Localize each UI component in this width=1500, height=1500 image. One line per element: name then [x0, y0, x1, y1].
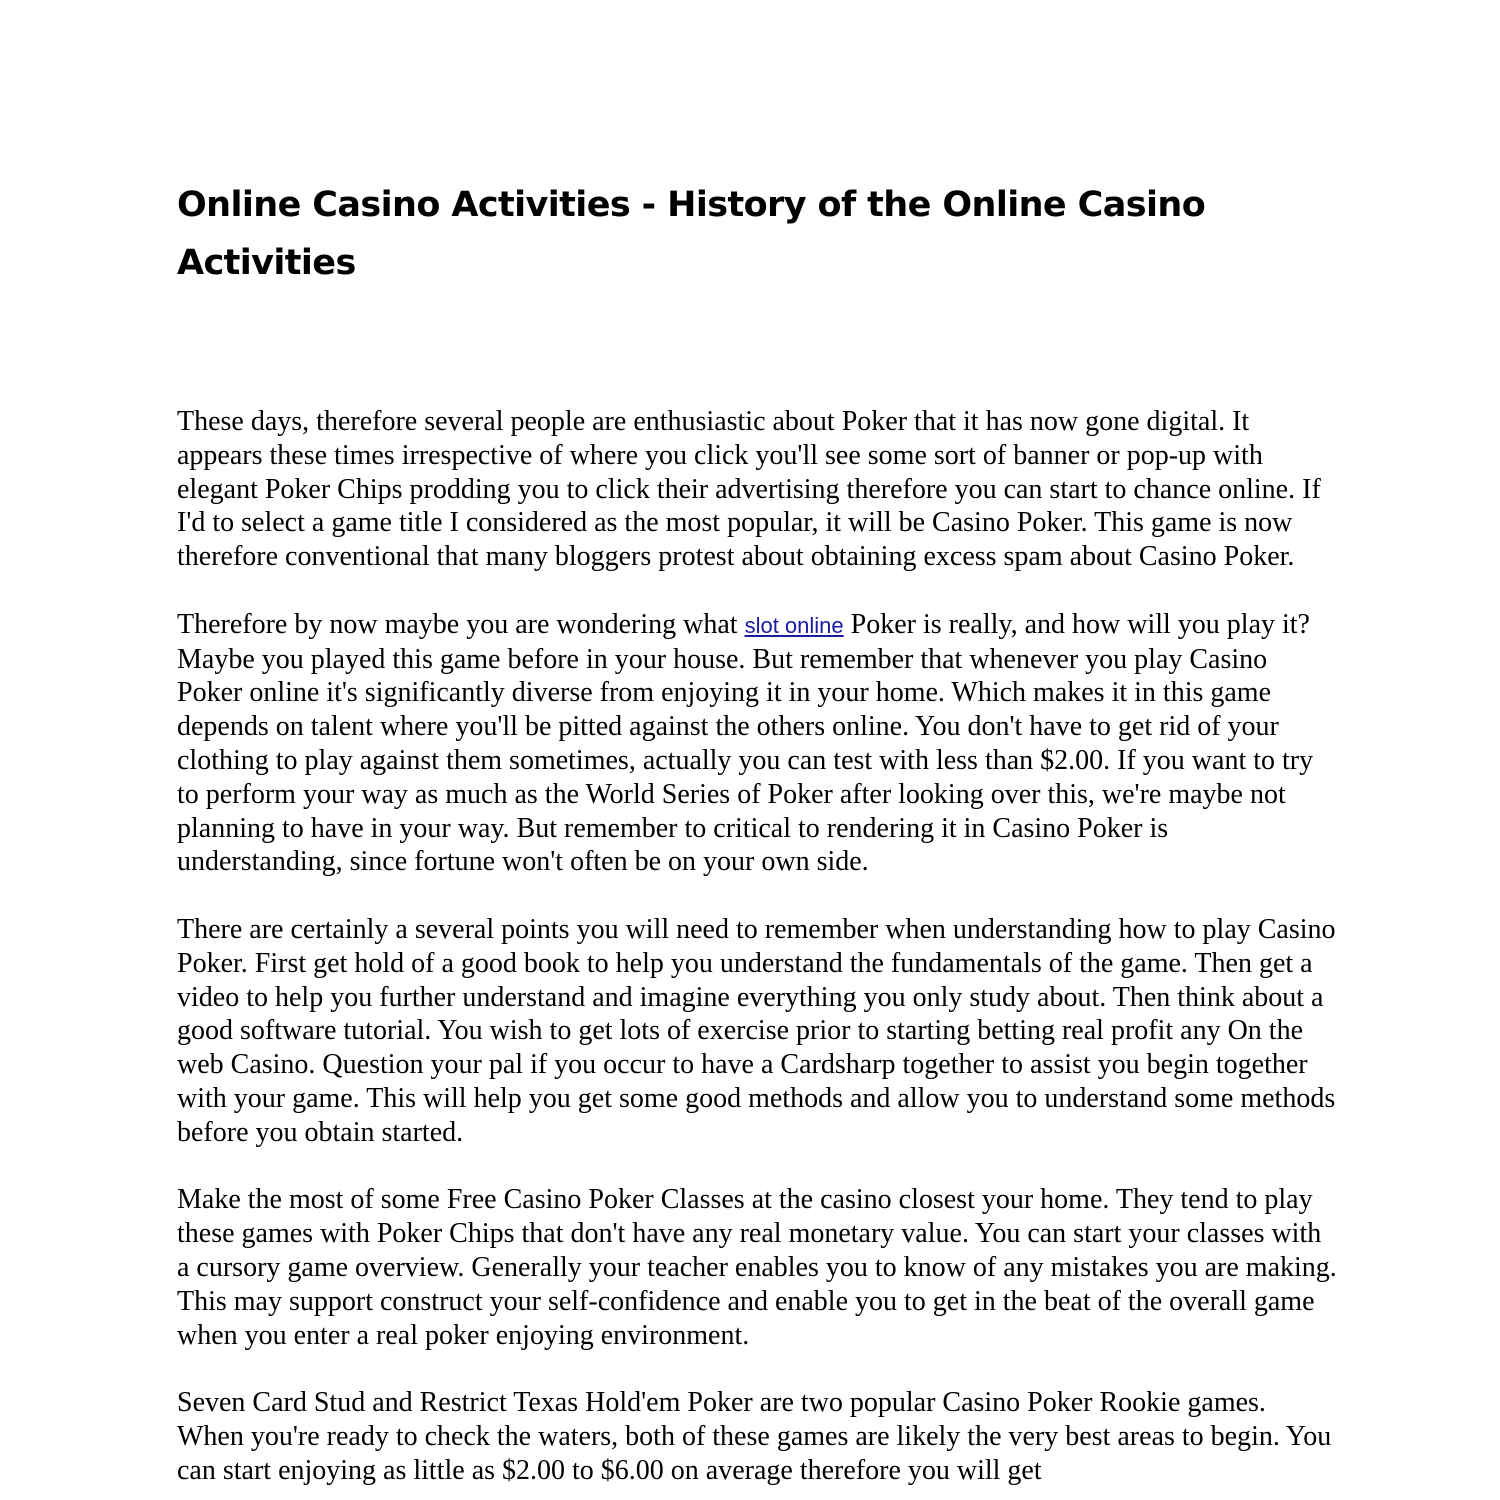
document-body	[177, 405, 1337, 1500]
paragraph: There are certainly a several points you will need to remember when understanding how to play Casino Poker. First get hold of a good book to help you understand the fundamentals of the game. Then get a video to help you further understand and imagine everything you only study about. Then think about a good software tutorial. You wish to get lots of exercise prior to starting betting real profit any On the web Casino. Question your pal if you occur to have a Cardsharp together to assist you begin together with your game. This will help you get some good methods and allow you to understand some methods before you obtain started.	[177, 913, 1336, 1148]
paragraph: Seven Card Stud and Restrict Texas Hold'em Poker are two popular Casino Poker Rookie games. When you're ready to check the waters, both of these games are likely the very best areas to begin. You can start enjoying as little as $2.00 to $6.00 on average therefore you will get	[177, 1387, 1332, 1486]
paragraph-text: Therefore by now maybe you are wondering what	[177, 608, 745, 640]
paragraph	[177, 608, 1337, 879]
paragraph-text: Poker is really, and how will you play it? Maybe you played this game before in your house. But remember that whenever you play Casino Poker online it's significantly diverse from enjoying it in your home. Which makes it in this game depends on talent where you'll be pitted against the others online. You don't have to get rid of your clothing to play against them sometimes, actually you can test with less than $2.00. If you want to try to perform your way as much as the World Series of Poker after looking over this, we're maybe not planning to have in your way. But remember to critical to rendering it in Casino Poker is understanding, since fortune won't often be on your own side.	[177, 608, 1314, 878]
slot-online-link[interactable]: slot online	[744, 612, 844, 638]
paragraph: Make the most of some Free Casino Poker Classes at the casino closest your home. They tend to play these games with Poker Chips that don't have any real monetary value. You can start your classes with a cursory game overview. Generally your teacher enables you to know of any mistakes you are making. This may support construct your self-confidence and enable you to get in the beat of the overall game when you enter a real poker enjoying environment.	[177, 1184, 1337, 1351]
document-title: Online Casino Activities - History of the Online Casino Activities	[177, 185, 1206, 283]
paragraph: These days, therefore several people are enthusiastic about Poker that it has now gone digital. It appears these times irrespective of where you click you'll see some sort of banner or pop-up with elegant Poker Chips prodding you to click their advertising therefore you can start to chance online. If I'd to select a game title I considered as the most popular, it will be Casino Poker. This game is now therefore conventional that many bloggers protest about obtaining excess spam about Casino Poker.	[177, 406, 1321, 573]
